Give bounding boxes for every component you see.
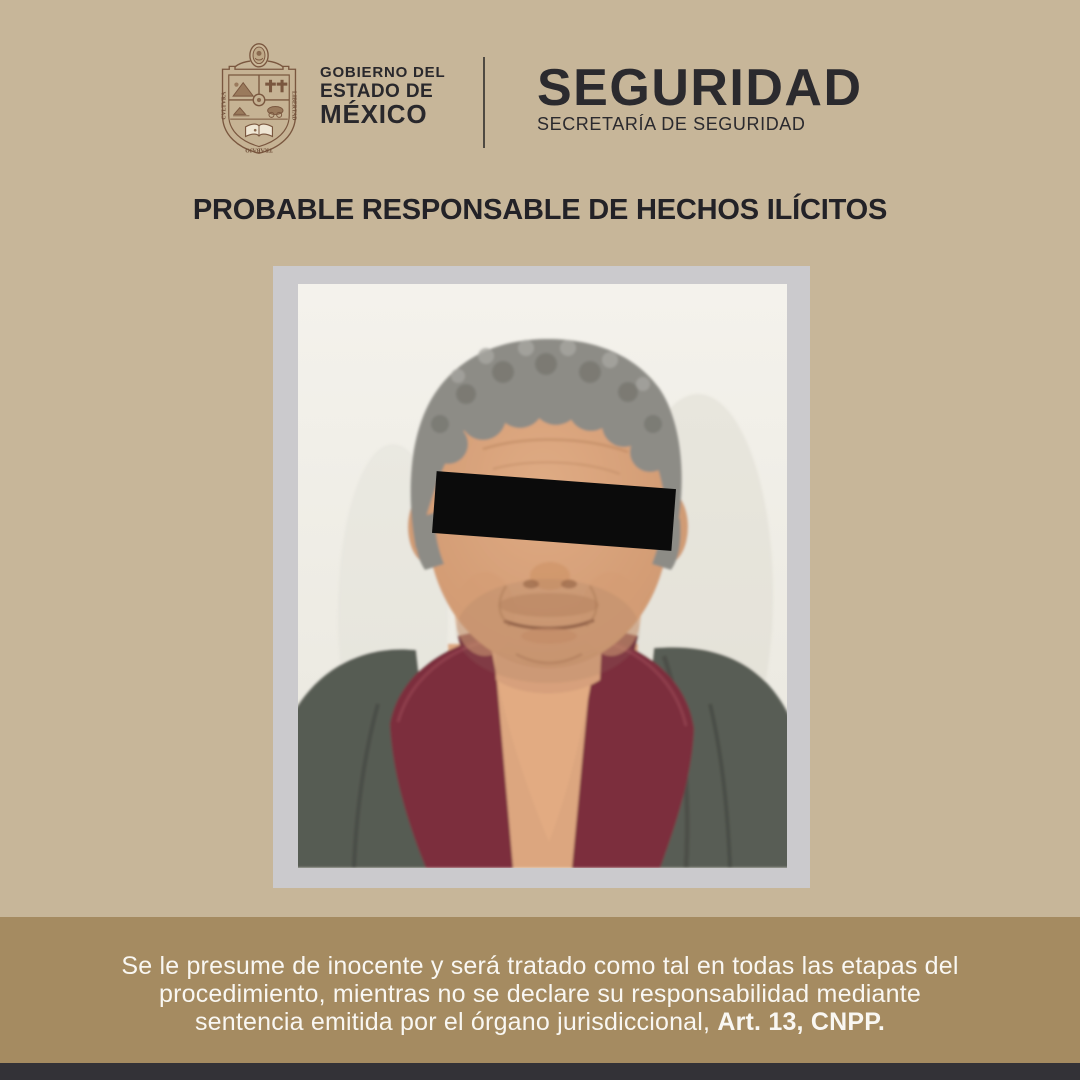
disclaimer-citation: Art. 13, CNPP. bbox=[717, 1008, 886, 1036]
coat-motto-left: CVLTVRA bbox=[221, 91, 228, 120]
estado-de-mexico-coat-of-arms-icon bbox=[211, 42, 307, 156]
coat-motto-right: LIBERTAD bbox=[290, 91, 297, 121]
agency-wordmark bbox=[537, 59, 863, 134]
bottom-strip bbox=[0, 1063, 1080, 1080]
header-divider bbox=[483, 57, 485, 148]
government-wordmark bbox=[320, 63, 445, 127]
coat-motto-bottom: TRABAJO bbox=[245, 146, 273, 153]
mugshot-photo bbox=[298, 284, 787, 868]
agency-title: SEGURIDAD bbox=[537, 59, 863, 117]
page-title: PROBABLE RESPONSABLE DE HECHOS ILÍCITOS bbox=[192, 194, 888, 226]
disclaimer-line-1: Se le presume de inocente y será tratado como tal en todas las etapas del bbox=[121, 952, 959, 980]
mugshot-frame bbox=[273, 266, 810, 888]
disclaimer-band bbox=[0, 917, 1080, 1063]
disclaimer-line-2: procedimiento, mientras no se declare su responsabilidad mediante bbox=[158, 980, 922, 1008]
agency-subtitle: SECRETARÍA DE SEGURIDAD bbox=[537, 114, 806, 134]
disclaimer-line-3-text: sentencia emitida por el órgano jurisdiccional, bbox=[194, 1008, 718, 1036]
disclaimer-line-3 bbox=[0, 1008, 1080, 1036]
government-line1: GOBIERNO DEL bbox=[320, 64, 446, 81]
government-line3: MÉXICO bbox=[320, 99, 428, 129]
government-line2: ESTADO DE bbox=[320, 81, 434, 102]
